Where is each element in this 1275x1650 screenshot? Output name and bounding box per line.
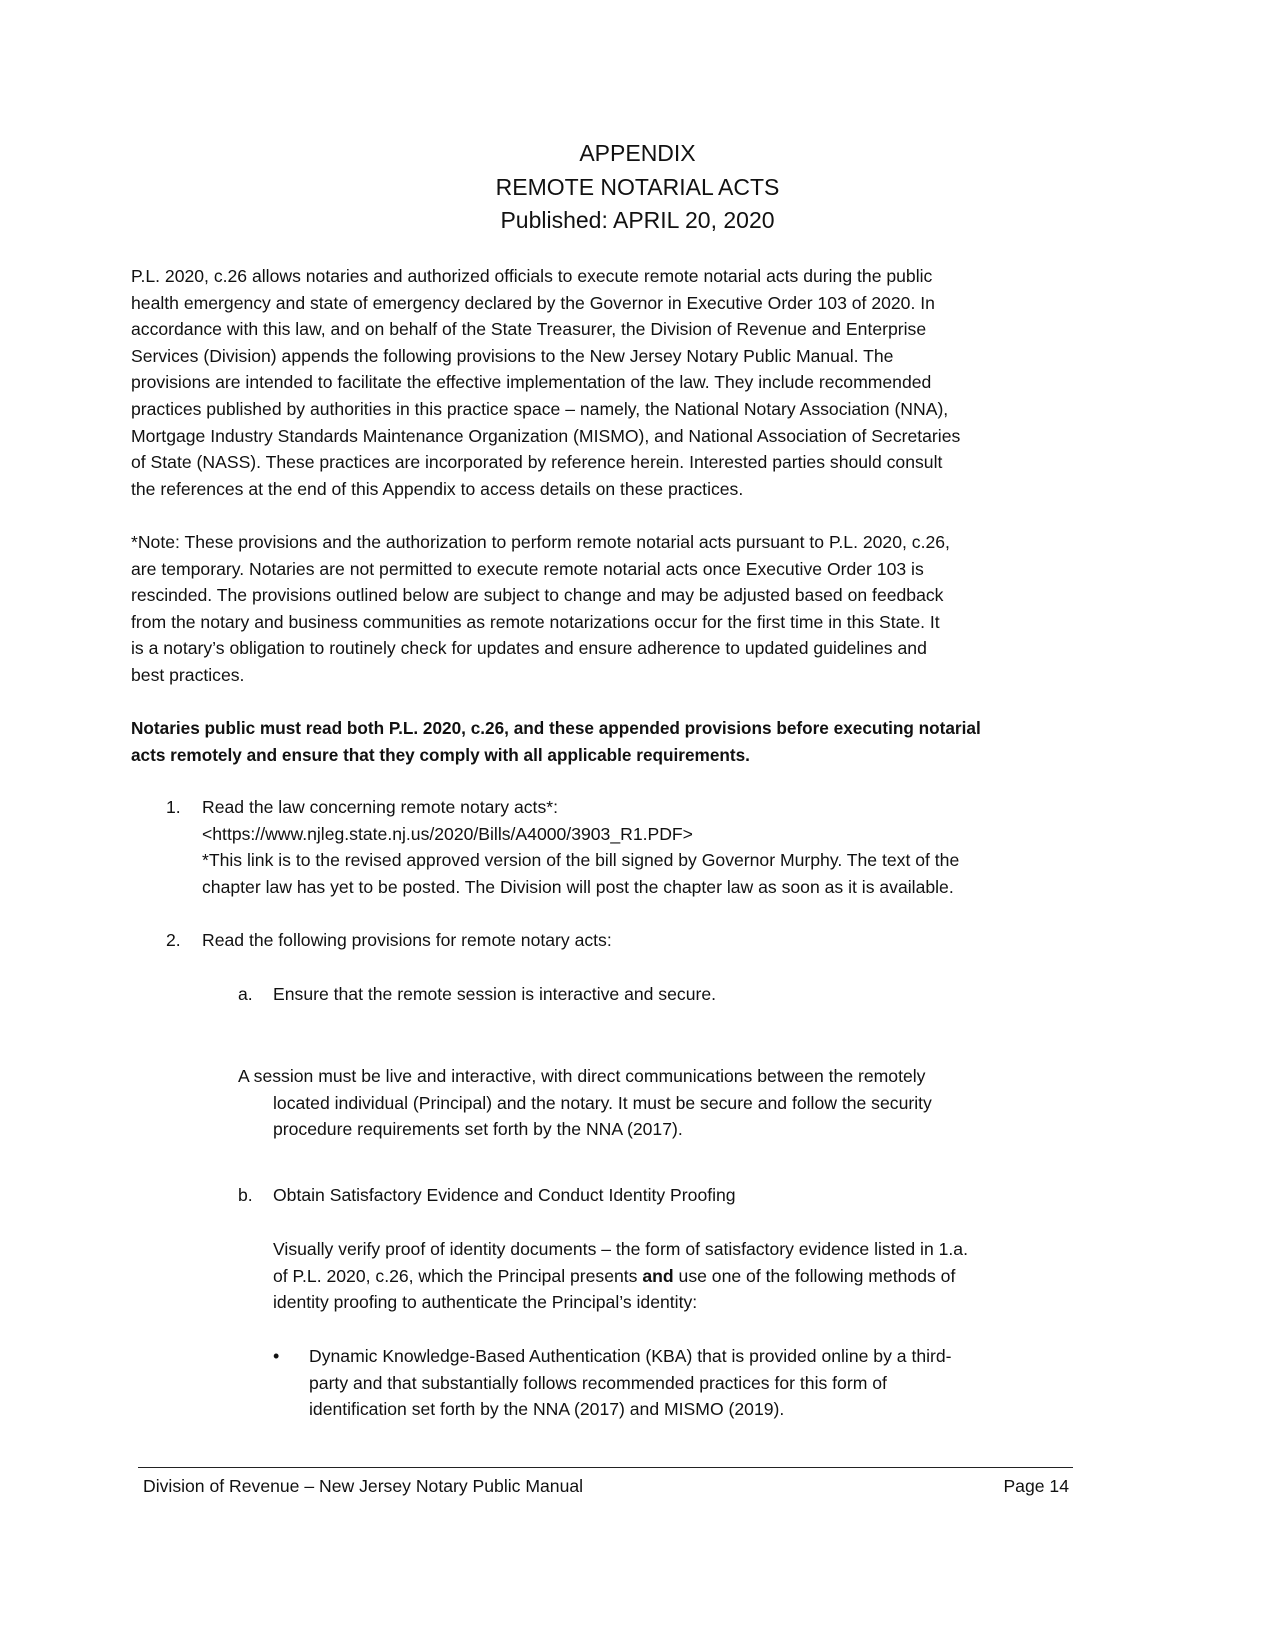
bullet-icon: • [273,1346,280,1366]
text-line: chapter law has yet to be posted. The Division will post the chapter law as soon as it is available. [202,876,954,897]
body-line: identity proofing to authenticate the Principal’s identity: [273,1292,698,1313]
text-line: acts remotely and ensure that they comply with all applicable requirements. [131,744,750,765]
item-1-number: 1. [166,797,181,817]
text-line: Read the law concerning remote notary acts*: [202,797,558,817]
bullet-item-kba [309,1343,952,1423]
body-line: A session must be live and interactive, with direct communications between the remotely [238,1066,926,1086]
item-2a-heading-text: Ensure that the remote session is interactive and secure. [273,984,717,1004]
footer-divider [138,1467,1073,1468]
body-line: procedure requirements set forth by the NNA (2017). [273,1119,683,1140]
item-2-text [202,927,612,954]
page-number: Page 14 [1003,1476,1069,1496]
text-line: health emergency and state of emergency declared by the Governor in Executive Order 103 of 2020. In [131,292,935,313]
item-2b-body [273,1236,968,1316]
text-line: provisions are intended to facilitate the effective implementation of the law. They include recommended [131,372,932,393]
body-line [273,1263,968,1290]
text-line: of State (NASS). These practices are incorporated by reference herein. Interested parties should consult [131,452,943,473]
text-line: Services (Division) appends the following provisions to the New Jersey Notary Public Manual. The [131,345,894,366]
text-line: identification set forth by the NNA (2017) and MISMO (2019). [309,1399,785,1420]
text-line: rescinded. The provisions outlined below are subject to change and may be adjusted based on feedback [131,585,944,606]
title-line: REMOTE NOTARIAL ACTS [495,173,780,200]
body-line: Visually verify proof of identity documents – the form of satisfactory evidence listed in 1.a. [273,1239,968,1259]
text-line: from the notary and business communities as remote notarizations occur for the first time in this State. It [131,611,940,632]
appendix-title [0,137,1275,238]
item-2-line: Read the following provisions for remote notary acts: [202,930,612,950]
text-line: practices published by authorities in this practice space – namely, the National Notary Association (NNA), [131,398,949,419]
intro-paragraph [131,263,960,502]
text-line: the references at the end of this Appendix to access details on these practices. [131,478,744,499]
item-2b-heading-text: Obtain Satisfactory Evidence and Conduct Identity Proofing [273,1185,736,1205]
emphasis-and: and [642,1265,674,1286]
text-line: Dynamic Knowledge-Based Authentication (KBA) that is provided online by a third- [309,1346,952,1366]
text-line: are temporary. Notaries are not permitted to execute remote notarial acts once Executive Order 103 is [131,558,924,579]
text-line: party and that substantially follows recommended practices for this form of [309,1372,887,1393]
text-line: *Note: These provisions and the authorization to perform remote notarial acts pursuant to P.L. 2020, c.26, [131,532,950,552]
note-paragraph [131,529,950,689]
item-1-text [202,794,959,900]
item-2a-heading [273,981,716,1008]
item-2a-body [238,1063,932,1143]
text-line: P.L. 2020, c.26 allows notaries and authorized officials to execute remote notarial acts during the public [131,266,933,286]
body-text: use one of the following methods of [673,1265,956,1286]
warning-paragraph [131,715,981,768]
item-2a-label: a. [238,984,253,1004]
text-line: best practices. [131,664,245,685]
text-line: Notaries public must read both P.L. 2020, c.26, and these appended provisions before executing notarial [131,718,981,738]
title-line: APPENDIX [579,140,696,166]
text-line: accordance with this law, and on behalf of the State Treasurer, the Division of Revenue and Enterprise [131,319,927,340]
footer-manual-title: Division of Revenue – New Jersey Notary Public Manual [143,1476,584,1496]
text-line: <https://www.njleg.state.nj.us/2020/Bills/A4000/3903_R1.PDF> [202,823,693,844]
item-2b-label: b. [238,1185,253,1205]
text-line: Mortgage Industry Standards Maintenance Organization (MISMO), and National Association of Secretaries [131,425,961,446]
text-line: is a notary’s obligation to routinely check for updates and ensure adherence to updated guidelines and [131,638,927,659]
item-2b-heading [273,1182,736,1209]
text-line: *This link is to the revised approved version of the bill signed by Governor Murphy. The text of the [202,850,960,871]
title-line: Published: APRIL 20, 2020 [500,207,775,233]
item-2-number: 2. [166,930,181,950]
body-text: of P.L. 2020, c.26, which the Principal presents [273,1265,643,1286]
body-line: located individual (Principal) and the notary. It must be secure and follow the security [273,1092,932,1113]
